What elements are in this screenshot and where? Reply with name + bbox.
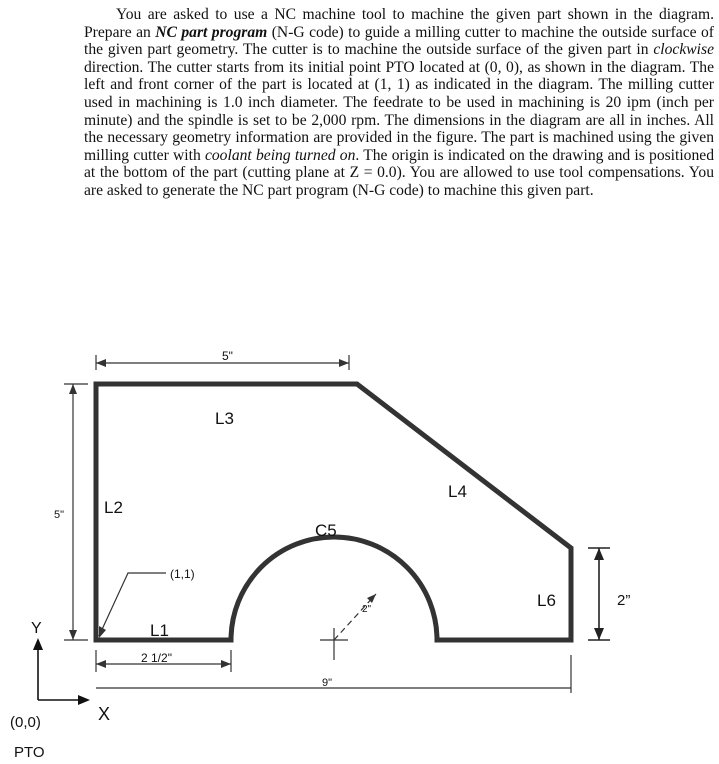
origin-label: (0,0) (10, 714, 41, 731)
problem-text-1: You are asked to use a NC machine tool to machine the given part shown in the diagram. Prepare an (84, 6, 714, 41)
left-dimension (64, 384, 88, 640)
label-l6: L6 (537, 591, 556, 610)
problem-text-2: (N-G code) to guide a milling cutter to machine the outside surface of the given part geometry. The cutter is to machine the outside surface of the given part in (84, 23, 714, 59)
label-c5: C5 (315, 521, 337, 540)
dim-top-label: 5" (222, 349, 233, 363)
problem-text-italic-1: clockwise (653, 41, 714, 59)
problem-text-4: . The origin is indicated on the drawing and is positioned at the bottom of the part (cutting plane at Z = 0.0). You are allowed to use tool compensations. You are asked to generate the NC part program (N-G code) to machine this given part. (84, 146, 714, 199)
axis-y-label: Y (31, 620, 42, 637)
label-l3: L3 (215, 409, 234, 428)
dim-bottom-label: 9" (322, 677, 333, 689)
problem-text-bold: NC part program (155, 23, 268, 41)
dim-right-label: 2” (617, 592, 631, 609)
label-l2: L2 (104, 498, 123, 517)
label-l1: L1 (150, 621, 169, 640)
corner-point-label: (1,1) (170, 567, 195, 581)
part-outline (96, 384, 571, 640)
dim-radius-label: 2" (362, 604, 372, 615)
problem-text-italic-2: coolant being turned on (204, 146, 356, 164)
label-l4: L4 (448, 482, 467, 501)
start-point-label: PTO (14, 744, 45, 761)
axes (33, 638, 90, 705)
problem-text-3: direction. The cutter starts from its initial point PTO located at (0, 0), as shown in the diagram. The left and front corner of the part is located at (1, 1) as indicated in the diagram. The milling cutter used in machining is 1.0 inch diameter. The feedrate to be used in machining is 20 ipm (inch per minute) and the spindle is set to be 2,000 rpm. The dimensions in the diagram are all in inches. All the necessary geometry information are provided in the figure. The part is machined using the given milling cutter with (84, 58, 714, 164)
right-dimension (588, 548, 610, 640)
axis-x-label: X (98, 704, 111, 724)
dim-left-label: 5" (54, 509, 65, 521)
dim-l1-label: 2 1/2" (141, 651, 172, 665)
